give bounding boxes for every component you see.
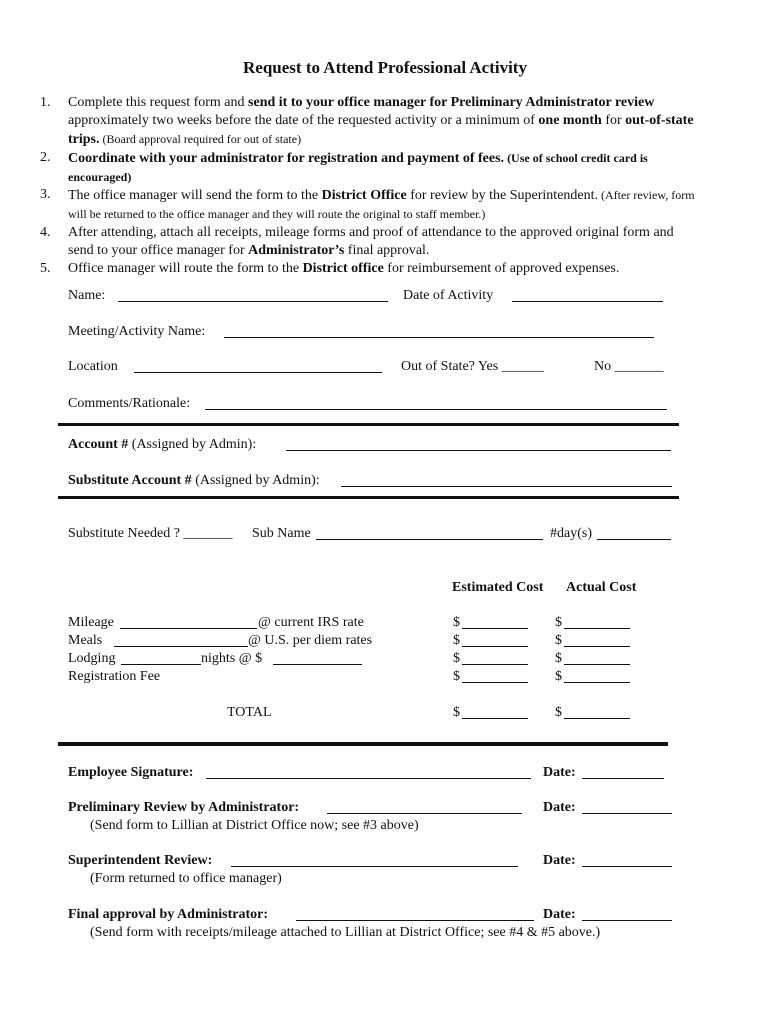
prelim-review-label: Preliminary Review by Administrator: <box>68 800 300 815</box>
account-label <box>68 437 256 453</box>
estimated-meals-field[interactable] <box>462 646 528 647</box>
date-of-activity-label: Date of Activity <box>403 288 494 303</box>
instruction-3 <box>38 186 698 224</box>
actual-cost-header: Actual Cost <box>566 580 637 595</box>
instruction-text: final approval. <box>344 243 430 258</box>
location-field[interactable] <box>134 372 382 373</box>
lodging-rate-label: nights @ $ <box>201 651 263 666</box>
account-label-bold: Account # <box>68 437 129 452</box>
prelim-date-field[interactable] <box>582 813 672 814</box>
instruction-bold: Coordinate with your administrator for registration and payment of fees. <box>68 151 505 166</box>
sub-needed-field[interactable]: Substitute Needed ? _______ <box>68 526 233 541</box>
instruction-text: for reimbursement of approved expenses. <box>383 261 620 276</box>
instruction-2 <box>38 149 698 187</box>
prelim-review-field[interactable] <box>327 813 522 814</box>
dollar-sign: $ <box>555 615 562 630</box>
actual-lodging-field[interactable] <box>564 664 630 665</box>
out-of-state-yes-field[interactable]: Out of State? Yes ______ <box>401 359 544 374</box>
instruction-note: (After review, form will be returned to the office manager and they will route the original to staff member.) <box>68 188 695 221</box>
instruction-4 <box>38 224 698 260</box>
meeting-activity-label: Meeting/Activity Name: <box>68 324 206 339</box>
meals-rate: @ U.S. per diem rates <box>248 633 373 648</box>
instruction-5 <box>38 260 698 278</box>
account-field[interactable] <box>286 450 671 451</box>
instruction-note: (Board approval required for out of state) <box>99 132 302 146</box>
final-date-field[interactable] <box>582 920 672 921</box>
sub-account-label-rest: (Assigned by Admin): <box>191 473 320 488</box>
date-label: Date: <box>543 800 576 815</box>
estimated-lodging-field[interactable] <box>462 664 528 665</box>
meals-label: Meals <box>68 633 103 648</box>
final-note: (Send form with receipts/mileage attached to Lillian at District Office; see #4 & #5 above.) <box>90 925 601 940</box>
instruction-number: 3. <box>40 187 51 202</box>
instruction-bold: District office <box>302 261 384 276</box>
date-label: Date: <box>543 853 576 868</box>
instruction-text: approximately two weeks before the date of the requested activity or a minimum of <box>68 113 539 128</box>
employee-date-field[interactable] <box>582 778 664 779</box>
superintendent-review-label: Superintendent Review: <box>68 853 213 868</box>
actual-registration-field[interactable] <box>564 682 630 683</box>
instruction-text: Office manager will route the form to the <box>68 261 303 276</box>
dollar-sign: $ <box>555 669 562 684</box>
employee-signature-label: Employee Signature: <box>68 765 194 780</box>
dollar-sign: $ <box>555 651 562 666</box>
instruction-bold: send it to your office manager for Preliminary Administrator review <box>248 95 655 110</box>
instruction-1 <box>38 94 698 149</box>
name-label: Name: <box>68 288 106 303</box>
sub-name-field[interactable] <box>316 539 543 540</box>
total-label: TOTAL <box>227 705 272 720</box>
estimated-mileage-field[interactable] <box>462 628 528 629</box>
superintendent-note: (Form returned to office manager) <box>90 871 282 886</box>
lodging-nights-field[interactable] <box>121 664 201 665</box>
location-label: Location <box>68 359 118 374</box>
page-title: Request to Attend Professional Activity <box>243 58 527 77</box>
prelim-note: (Send form to Lillian at District Office now; see #3 above) <box>90 818 419 833</box>
date-label: Date: <box>543 907 576 922</box>
meals-field[interactable] <box>114 646 248 647</box>
instruction-number: 1. <box>40 95 51 110</box>
superintendent-review-field[interactable] <box>231 866 518 867</box>
days-field[interactable] <box>597 539 671 540</box>
instruction-bold: out-of-state trips. <box>68 113 694 147</box>
divider <box>58 496 679 499</box>
instruction-number: 5. <box>40 261 51 276</box>
instruction-bold: one month <box>538 113 602 128</box>
employee-signature-field[interactable] <box>206 778 531 779</box>
sub-account-label-bold: Substitute Account # <box>68 473 192 488</box>
instruction-text: for review by the Superintendent. <box>406 188 599 203</box>
instruction-text: for <box>601 113 626 128</box>
actual-meals-field[interactable] <box>564 646 630 647</box>
out-of-state-no-field[interactable]: No _______ <box>594 359 664 374</box>
estimated-total-field[interactable] <box>462 718 528 719</box>
mileage-field[interactable] <box>120 628 257 629</box>
final-approval-field[interactable] <box>296 920 534 921</box>
dollar-sign: $ <box>453 705 460 720</box>
date-label: Date: <box>543 765 576 780</box>
instruction-number: 4. <box>40 225 51 240</box>
divider <box>58 423 679 426</box>
dollar-sign: $ <box>453 633 460 648</box>
dollar-sign: $ <box>453 615 460 630</box>
instruction-number: 2. <box>40 150 51 165</box>
date-of-activity-field[interactable] <box>512 301 663 302</box>
superintendent-date-field[interactable] <box>582 866 672 867</box>
actual-mileage-field[interactable] <box>564 628 630 629</box>
sub-account-field[interactable] <box>341 486 672 487</box>
instruction-text: Complete this request form and <box>68 95 249 110</box>
lodging-rate-field[interactable] <box>273 664 362 665</box>
dollar-sign: $ <box>555 633 562 648</box>
meeting-activity-field[interactable] <box>224 337 654 338</box>
estimated-cost-header: Estimated Cost <box>452 580 544 595</box>
days-label: #day(s) <box>550 526 592 541</box>
mileage-label: Mileage <box>68 615 114 630</box>
dollar-sign: $ <box>453 669 460 684</box>
final-approval-label: Final approval by Administrator: <box>68 907 269 922</box>
registration-fee-label: Registration Fee <box>68 669 161 684</box>
dollar-sign: $ <box>555 705 562 720</box>
sub-account-label <box>68 473 320 489</box>
estimated-registration-field[interactable] <box>462 682 528 683</box>
account-label-rest: (Assigned by Admin): <box>128 437 257 452</box>
divider <box>58 742 668 746</box>
sub-name-label: Sub Name <box>252 526 311 541</box>
instruction-note: (Use of school credit card is encouraged) <box>68 151 648 184</box>
mileage-rate: @ current IRS rate <box>258 615 364 630</box>
instruction-text: The office manager will send the form to the <box>68 188 322 203</box>
instruction-bold: District Office <box>321 188 407 203</box>
lodging-label: Lodging <box>68 651 116 666</box>
actual-total-field[interactable] <box>564 718 630 719</box>
instruction-text: After attending, attach all receipts, mileage forms and proof of attendance to the approved original form and send to your office manager for <box>68 225 674 258</box>
instruction-list <box>38 94 698 278</box>
instruction-bold: Administrator’s <box>248 243 345 258</box>
name-field[interactable] <box>118 301 388 302</box>
comments-label: Comments/Rationale: <box>68 396 191 411</box>
dollar-sign: $ <box>453 651 460 666</box>
comments-field[interactable] <box>205 409 667 410</box>
